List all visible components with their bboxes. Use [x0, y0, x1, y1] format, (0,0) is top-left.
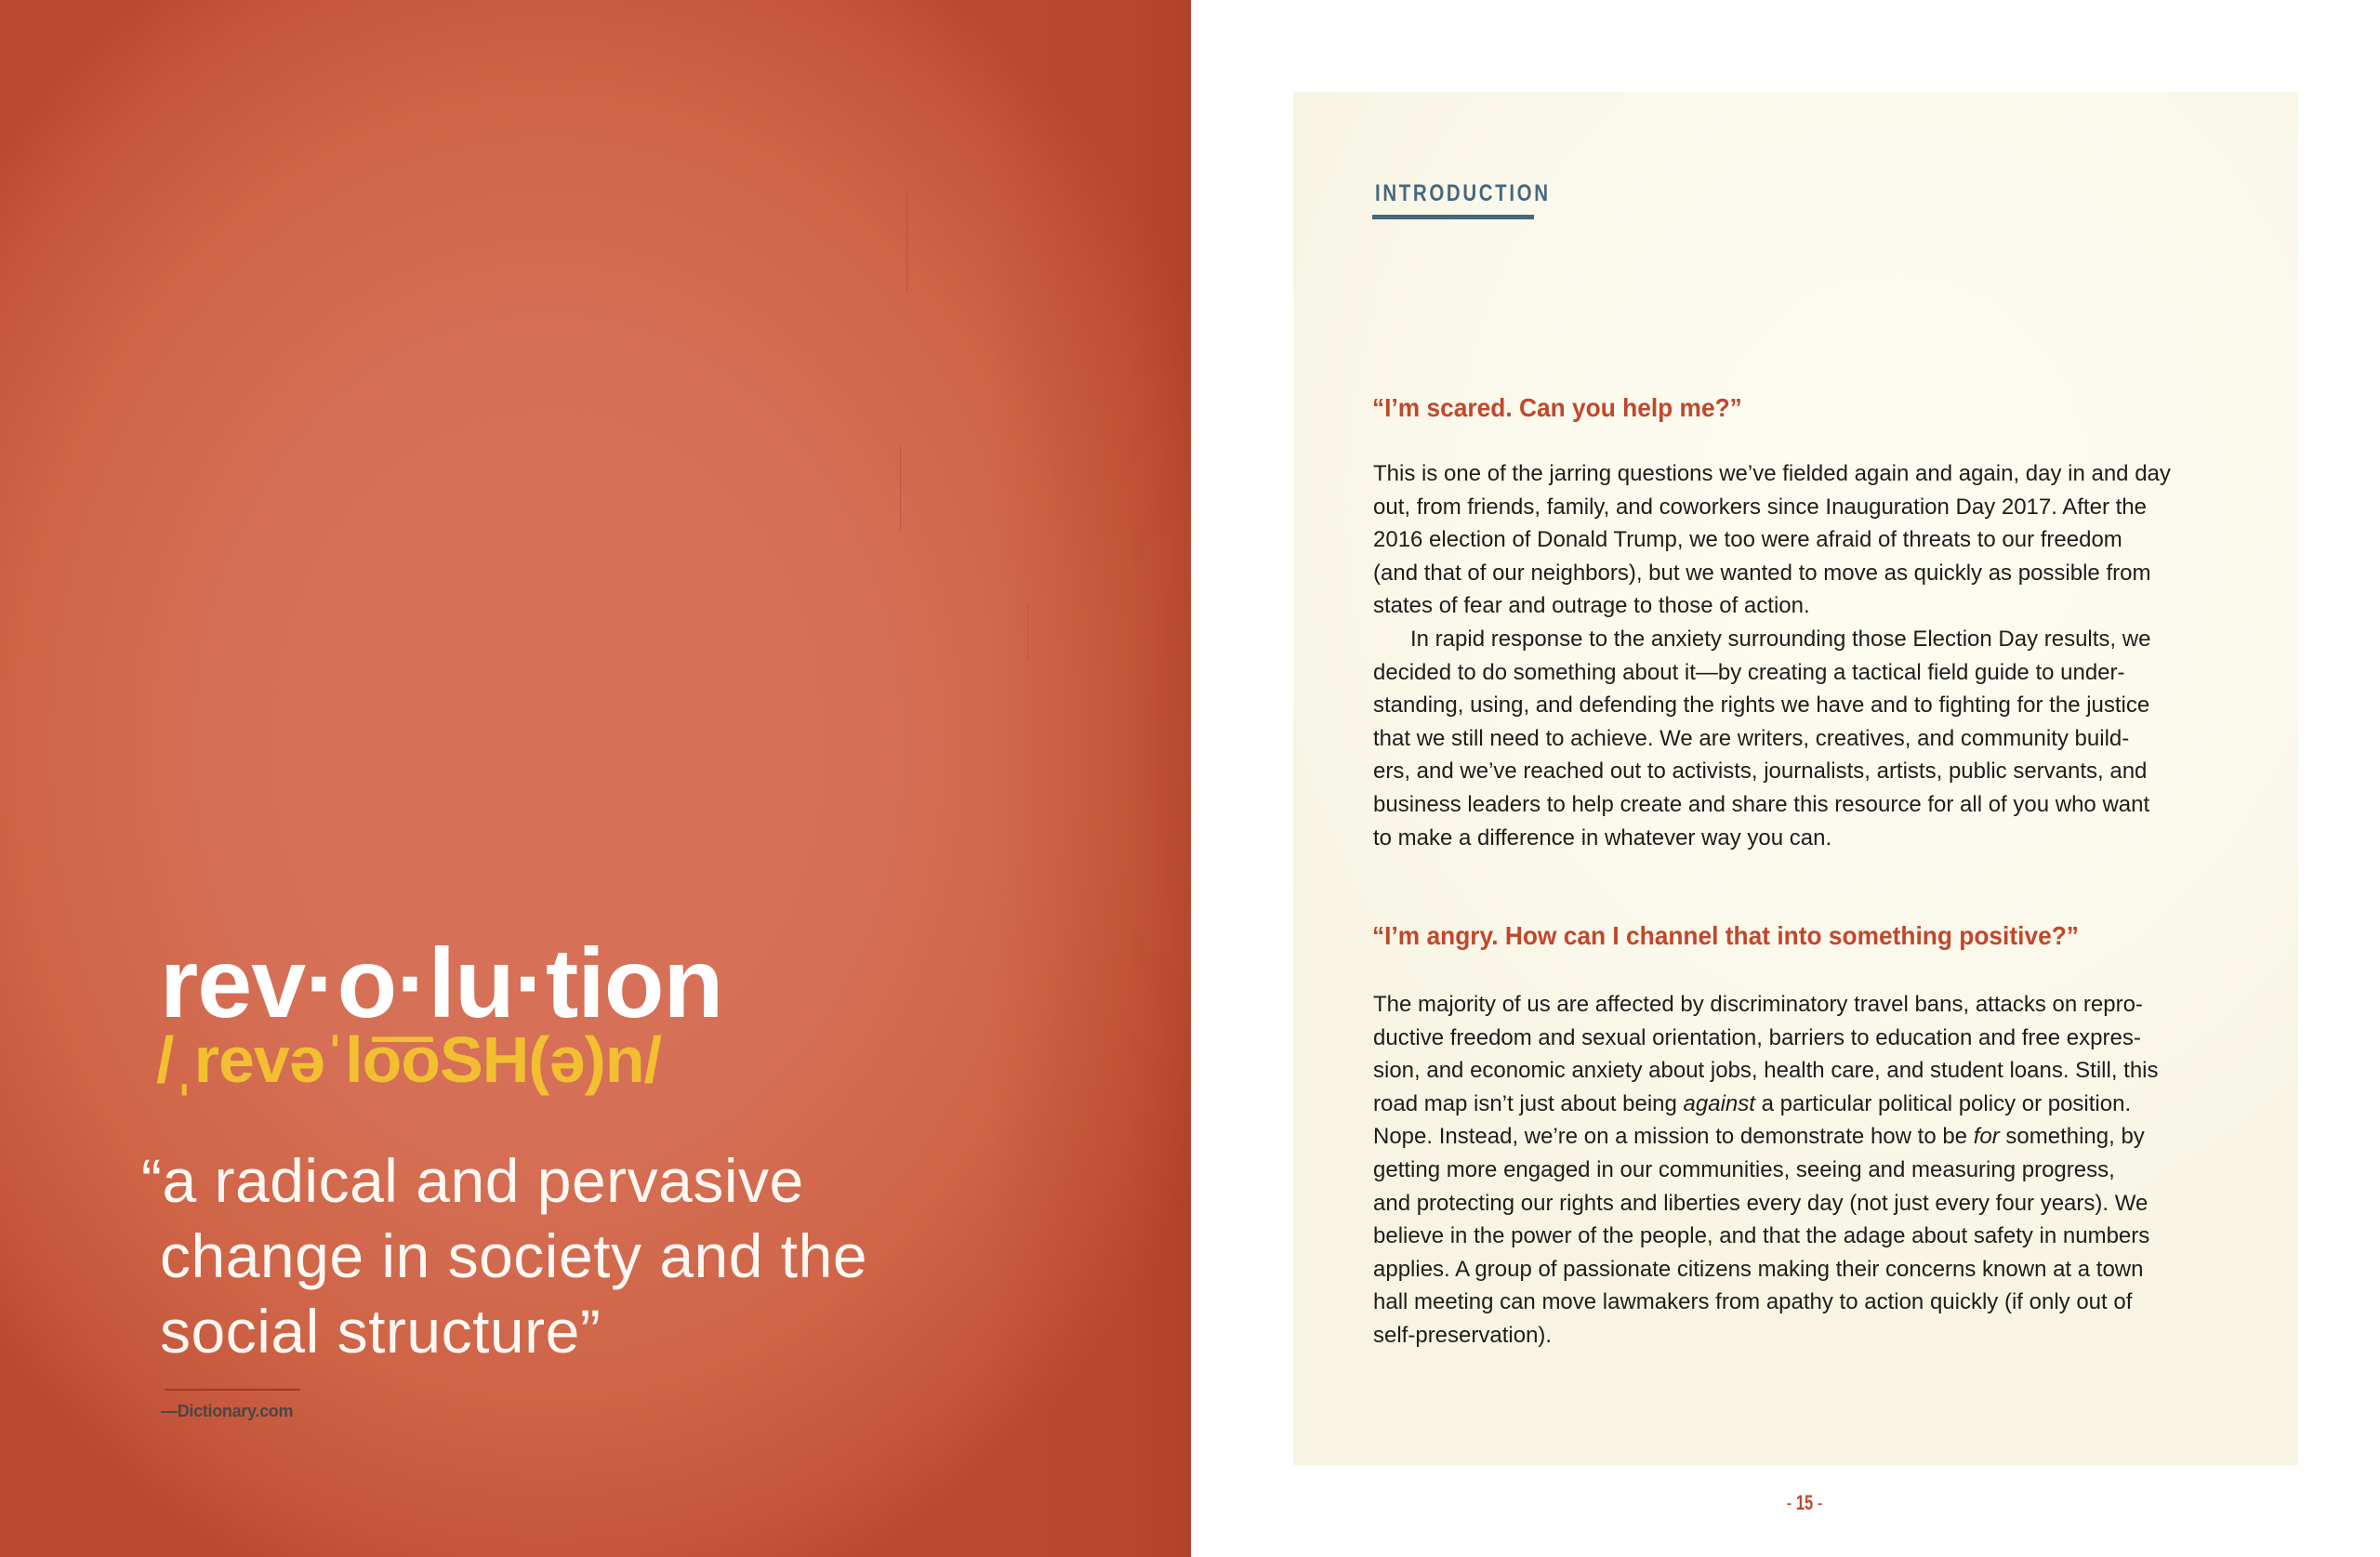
- emphasis-text: against: [1683, 1090, 1755, 1116]
- page-number: [1776, 1491, 1833, 1515]
- paper-texture-scratch: [1027, 604, 1028, 660]
- body-text-run: a particular political policy or position.: [1754, 1090, 2132, 1116]
- body-line: applies. A group of passionate citizens making their concerns known at a town: [1373, 1256, 2144, 1282]
- definition-line: “a radical and pervasive: [141, 1146, 804, 1215]
- body-line: 2016 election of Donald Trump, we too were afraid of threats to our freedom: [1373, 527, 2122, 553]
- body-line: ductive freedom and sexual orientation, barriers to education and free expres-: [1373, 1024, 2141, 1050]
- paper-texture-scratch: [900, 446, 901, 530]
- body-line: states of fear and outrage to those of action.: [1373, 593, 1810, 619]
- body-line: sion, and economic anxiety about jobs, health care, and student loans. Still, this: [1373, 1058, 2159, 1084]
- body-line: In rapid response to the anxiety surrounding those Election Day results, we: [1410, 626, 2151, 652]
- page-number-value: 15: [1795, 1491, 1814, 1514]
- definition-line: change in society and the: [160, 1221, 868, 1290]
- attribution-divider: [165, 1389, 300, 1391]
- paper-texture-scratch: [906, 191, 907, 293]
- body-line: hall meeting can move lawmakers from apathy to action quickly (if only out of: [1373, 1289, 2133, 1315]
- body-text-run: Nope. Instead, we’re on a mission to demonstrate how to be: [1373, 1124, 1974, 1150]
- body-line: believe in the power of the people, and that the adage about safety in numbers: [1373, 1223, 2150, 1249]
- section-label: INTRODUCTION: [1375, 180, 1551, 206]
- body-line: ers, and we’ve reached out to activists, journalists, artists, public servants, and: [1373, 759, 2148, 785]
- body-line: self-preservation).: [1373, 1322, 1553, 1348]
- body-line: that we still need to achieve. We are writers, creatives, and community build-: [1373, 725, 2130, 751]
- section-heading: “I’m angry. How can I channel that into something positive?”: [1372, 921, 2079, 950]
- body-text-run: something, by: [1999, 1124, 2145, 1150]
- body-line: The majority of us are affected by discriminatory travel bans, attacks on repro-: [1373, 992, 2143, 1017]
- definition-quote: [141, 1143, 1164, 1369]
- body-line: [1373, 1088, 2210, 1121]
- attribution-source: —Dictionary.com: [161, 1402, 294, 1420]
- section-label-underline: [1372, 215, 1534, 219]
- pronunciation: /ˌrevəˈlo͞oSH(ə)n/: [156, 1023, 662, 1096]
- section-1-body: [1373, 457, 2210, 854]
- body-line: business leaders to help create and share this resource for all of you who want: [1373, 791, 2150, 817]
- body-line: to make a difference in whatever way you can.: [1373, 825, 1832, 851]
- body-line: decided to do something about it—by creating a tactical field guide to under-: [1373, 659, 2125, 685]
- page-number-dash: -: [1786, 1491, 1792, 1514]
- section-2-body: [1373, 988, 2210, 1352]
- body-text-run: road map isn’t just about being: [1373, 1090, 1684, 1116]
- headword: rev·o·lu·tion: [160, 929, 723, 1038]
- section-heading: “I’m scared. Can you help me?”: [1372, 393, 1742, 422]
- page-number-dash: -: [1817, 1491, 1823, 1514]
- definition-line: social structure”: [160, 1297, 602, 1366]
- body-line: and protecting our rights and liberties every day (not just every four years). We: [1373, 1190, 2149, 1216]
- body-line: standing, using, and defending the rights we have and to fighting for the justice: [1373, 693, 2150, 719]
- body-line: [1373, 1120, 2210, 1154]
- body-line: This is one of the jarring questions we’ve fielded again and again, day in and day: [1373, 461, 2171, 486]
- body-line: out, from friends, family, and coworkers since Inauguration Day 2017. After the: [1373, 494, 2147, 520]
- body-line: getting more engaged in our communities, seeing and measuring progress,: [1373, 1156, 2115, 1182]
- emphasis-text: for: [1973, 1124, 2000, 1150]
- body-line: (and that of our neighbors), but we wanted to move as quickly as possible from: [1373, 560, 2151, 586]
